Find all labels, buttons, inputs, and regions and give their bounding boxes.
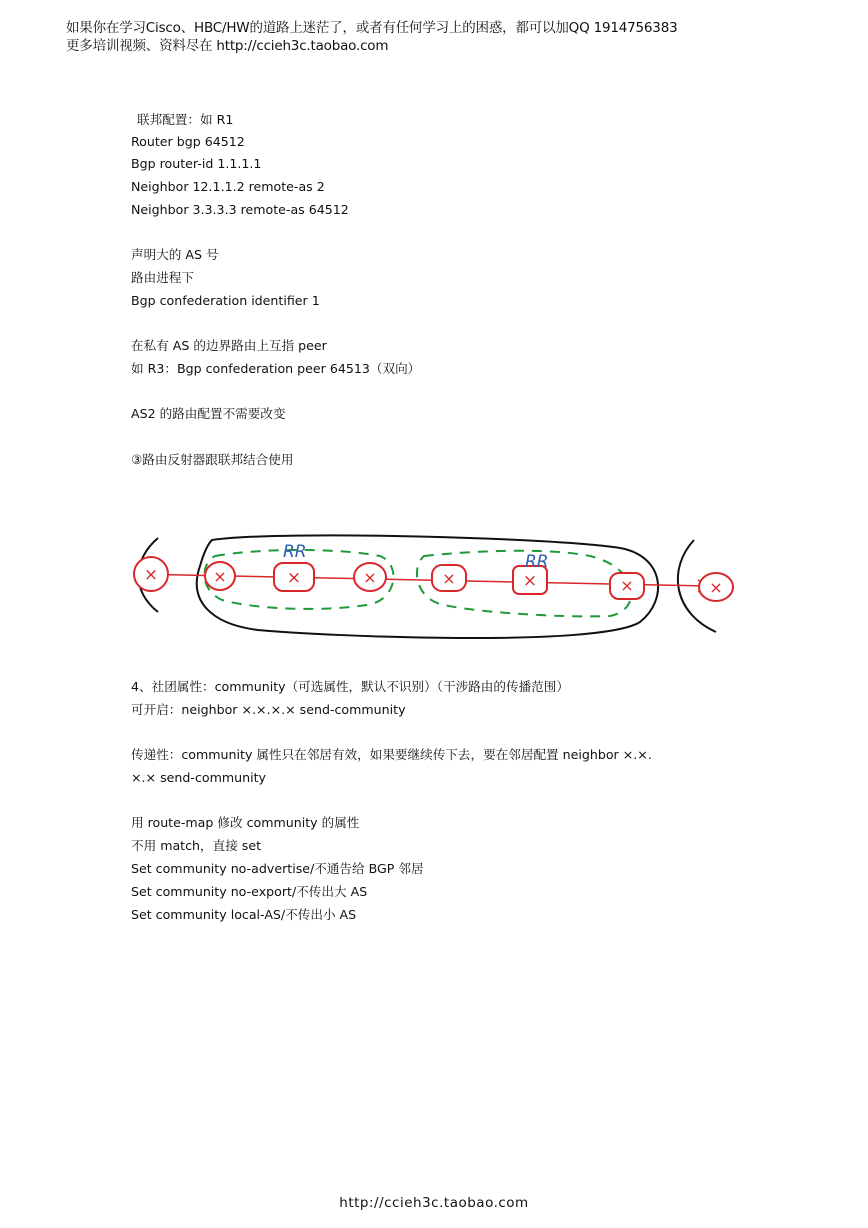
router-5: [432, 565, 466, 591]
body-line-17: 用 route-map 修改 community 的属性: [131, 815, 360, 830]
router-2: [205, 562, 235, 590]
body-line-7: 路由进程下: [131, 270, 194, 285]
body-line-12: ③路由反射器跟联邦结合使用: [131, 452, 294, 467]
body-line-15: 传递性：community 属性只在邻居有效，如果要继续传下去，要在邻居配置 neighbor ×.×.: [131, 747, 652, 762]
body-line-20: Set community no-export/不传出大 AS: [131, 884, 368, 899]
body-line-13: 4、社团属性：community（可选属性，默认不识别）（干涉路由的传播范围）: [131, 679, 569, 694]
router-1: [134, 557, 168, 591]
body-line-3: Bgp router-id 1.1.1.1: [131, 156, 262, 171]
router-7: [610, 573, 644, 599]
body-line-11: AS2 的路由配置不需要改变: [131, 406, 286, 421]
router-8: [699, 573, 733, 601]
router-7-glyph: ×: [620, 576, 634, 595]
big-as-outline: [197, 535, 658, 638]
body-line-19: Set community no-advertise/不通告给 BGP 邻居: [131, 861, 424, 876]
router-3-rr: [274, 563, 314, 591]
body-line-14: 可开启：neighbor ×.×.×.× send-community: [131, 702, 406, 717]
body-line-5: Neighbor 3.3.3.3 remote-as 64512: [131, 202, 349, 217]
body-line-8: Bgp confederation identifier 1: [131, 293, 320, 308]
header-line-1: 如果你在学习Cisco、HBC/HW的道路上迷茫了，或者有任何学习上的困惑，都可以加QQ 1914756383: [66, 20, 678, 36]
rr-label-2: RR: [525, 552, 549, 572]
rr-label-1: RR: [283, 542, 307, 562]
router-1-glyph: ×: [143, 565, 159, 585]
body-line-9: 在私有 AS 的边界路由上互指 peer: [131, 338, 327, 353]
body-line-6: 声明大的 AS 号: [131, 247, 219, 262]
router-6-glyph: ×: [522, 571, 538, 591]
body-line-10: 如 R3：Bgp confederation peer 64513（双向）: [131, 361, 421, 376]
router-2-glyph: ×: [213, 567, 227, 586]
page-footer: http://ccieh3c.taobao.com: [339, 1195, 529, 1211]
router-8-glyph: ×: [709, 578, 723, 597]
router-4-glyph: ×: [363, 568, 377, 587]
body-line-4: Neighbor 12.1.1.2 remote-as 2: [131, 179, 325, 194]
router-5-glyph: ×: [442, 569, 456, 588]
body-line-18: 不用 match，直接 set: [131, 838, 262, 853]
header-line-2: 更多培训视频、资料尽在 http://ccieh3c.taobao.com: [66, 38, 389, 54]
body-line-2: Router bgp 64512: [131, 134, 245, 149]
body-line-1: 联邦配置：如 R1: [137, 112, 234, 127]
body-line-21: Set community local-AS/不传出小 AS: [131, 907, 357, 922]
router-4: [354, 563, 386, 591]
body-line-16: ×.× send-community: [131, 770, 266, 785]
router-3-glyph: ×: [286, 568, 302, 588]
